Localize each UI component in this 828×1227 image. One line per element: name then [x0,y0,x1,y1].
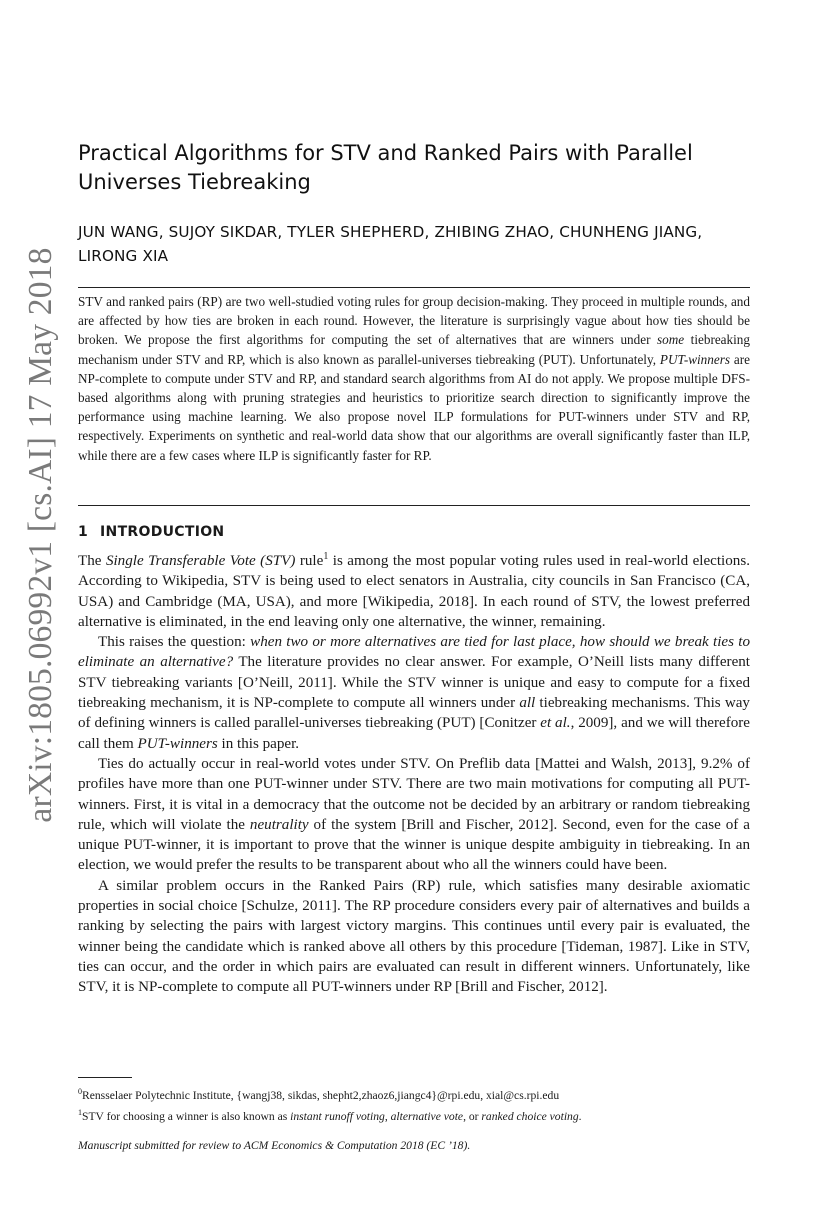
manuscript-note: Manuscript submitted for review to ACM Economics & Computation 2018 (EC ’18). [78,1139,471,1152]
section-number: 1 [78,524,89,540]
footnote-rule [78,1077,132,1078]
footnote-affiliation: $^0$Rensselaer Polytechnic Institute, {wangj38, sikdas, shepht2,zhaoz6,jiangc4}@rpi.edu, xial@cs.rpi.edu [78,1087,560,1102]
abstract-emphasis: PUT-winners [659,351,730,367]
paper-title: Practical Algorithms for STV and Ranked Pairs with Parallel Universes Tiebreaking [78,141,693,194]
arxiv-identifier: arXiv:1805.06992v1 [cs.AI] 17 May 2018 [22,247,59,823]
abstract-top-rule [78,287,750,288]
abstract-text: are NP-complete to compute under STV and RP, and standard search algorithms from AI do not apply. We propose multiple DFS-based algorithms along with pruning strategies and heuristics to prioritize search direction to significantly improve the performance using machine learning. We also propose novel ILP formulations for PUT-winners under STV and RP, respectively. Experiments on synthetic and real-world data show that our algorithms are overall significantly faster than ILP, while there are a few cases where ILP is significantly faster for RP. [78,351,750,463]
section-body [78,551,750,998]
abstract-bottom-rule [78,505,750,506]
section-heading [78,524,224,540]
paragraph: A similar problem occurs in the Ranked Pairs (RP) rule, which satisfies many desirable axiomatic properties in social choice [Schulze, 2011]. The RP procedure considers every pair of alternatives and builds a ranking by selecting the pairs with largest victory margins. This continues until every pair is evaluated, the winner being the candidate which is ranked above all others by this procedure [Tideman, 1987]. Like in STV, ties can occur, and the order in which pairs are evaluated can result in different winners. Unfortunately, like STV, it is NP-complete to compute all PUT-winners under RP [Brill and Fischer, 2012]. [78,877,750,996]
abstract [78,292,750,465]
footnotes [78,1083,750,1125]
paragraph: The Single Transferable Vote (STV) rule$^1$ is among the most popular voting rules used in real-world elections. According to Wikipedia, STV is being used to elect senators in Australia, city councils in San Francisco (CA, USA) and Cambridge (MA, USA), and more [Wikipedia, 2018]. In each round of STV, the lowest preferred alternative is eliminated, in the end leaving only one alternative, the winner, remaining. [78,550,750,630]
arxiv-sidebar-stamp [19,235,63,835]
abstract-text: tiebreaking mechanism under STV and RP, which is also known as parallel-universes tiebreaking (PUT). Unfortunately, [78,332,750,367]
footnote-marker: 1 [323,550,329,562]
footnote-stv: $^1$STV for choosing a winner is also known as instant runoff voting, alternative vote, or ranked choice voting. [78,1107,582,1123]
author-list: JUN WANG, SUJOY SIKDAR, TYLER SHEPHERD, ZHIBING ZHAO, CHUNHENG JIANG, LIRONG XIA [78,223,703,265]
paragraph: Ties do actually occur in real-world votes under STV. On Preflib data [Mattei and Walsh, 2013], 9.2% of profiles have more than one PUT-winner under STV. There are two main motivations for computing all PUT-winners. First, it is vital in a democracy that the outcome not be decided by an arbitrary or random tiebreaking rule, which will violate the neutrality of the system [Brill and Fischer, 2012]. Second, even for the case of a unique PUT-winner, it is important to prove that the winner is unique despite ambiguity in tiebreaking. In an election, we would prefer the results to be transparent about who all the winners could have been. [78,755,750,874]
abstract-text: STV and ranked pairs (RP) are two well-studied voting rules for group decision-making. They proceed in multiple rounds, and are affected by how ties are broken in each round. However, the literature is surprisingly vague about how ties should be broken. We propose the first algorithms for computing the set of alternatives that are winners under [78,294,750,348]
section-title: INTRODUCTION [100,524,225,540]
abstract-emphasis: some [657,332,685,348]
paragraph: This raises the question: when two or more alternatives are tied for last place, how should we break ties to eliminate an alternative? The literature provides no clear answer. For example, O’Neill lists many different STV tiebreaking variants [O’Neill, 2011]. While the STV winner is unique and easy to compute for a fixed tiebreaking mechanism, it is NP-complete to compute all winners under all tiebreaking mechanisms. This way of defining winners is called parallel-universes tiebreaking (PUT) [Conitzer et al., 2009], and we will therefore call them PUT-winners in this paper. [78,634,751,752]
